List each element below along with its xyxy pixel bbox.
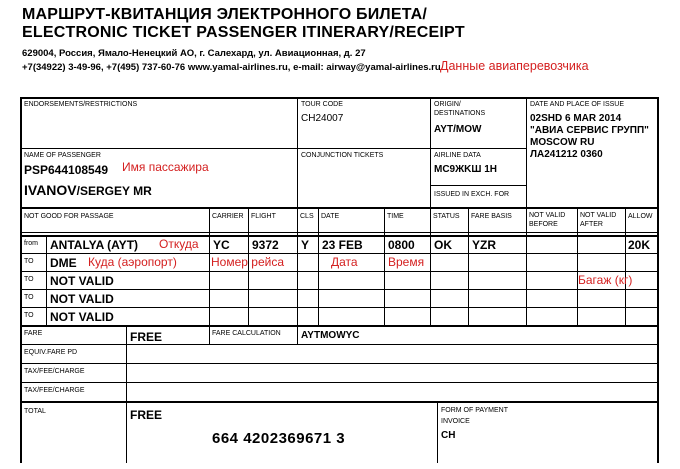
segment-tag: TO — [24, 258, 34, 265]
passenger-name — [24, 182, 152, 200]
segment-city: NOT VALID — [50, 274, 114, 288]
origin-dest-value: AYT/MOW — [434, 124, 482, 135]
segment-tag: TO — [24, 312, 34, 319]
segment-city: NOT VALID — [50, 292, 114, 306]
form-payment-label: FORM OF PAYMENT — [441, 407, 509, 414]
airline-data-value: MC9ЖKШ 1H — [434, 164, 497, 175]
destinations-label: DESTINATIONS — [434, 110, 486, 117]
endorsements-label: ENDORSEMENTS/RESTRICTIONS — [24, 101, 138, 108]
flight-label: FLIGHT — [251, 213, 276, 220]
fare-basis-label: FARE BASIS — [471, 213, 512, 220]
segment-flight: 9372 — [252, 238, 279, 252]
segment-city: ANTALYA (AYT) — [50, 238, 139, 252]
segment-time: 0800 — [388, 238, 415, 252]
annotation-from: Откуда — [159, 237, 199, 251]
not-valid-after-label-2: AFTER — [580, 221, 603, 228]
segment-cls: Y — [301, 238, 310, 252]
segment-date: 23 FEB — [322, 238, 363, 252]
segment-status: OK — [434, 238, 452, 252]
issued-exch-label: ISSUED IN EXCH. FOR — [434, 191, 510, 198]
not-valid-before-label-1: NOT VALID — [529, 212, 566, 219]
cls-label: CLS — [300, 213, 314, 220]
payment-value: CH — [441, 430, 456, 441]
segment-city: NOT VALID — [50, 310, 114, 324]
carrier-contacts: +7(34922) 3-49-96, +7(495) 737-60-76 www.yamal-airlines.ru, e-mail: airway@yamal-airlines.ru — [22, 62, 441, 73]
total-label: TOTAL — [24, 408, 46, 415]
status-label: STATUS — [433, 213, 460, 220]
date-label: DATE — [321, 213, 340, 220]
passenger-surname: IVANOV — [24, 182, 77, 198]
issue-line-4: ЛА241212 0360 — [530, 149, 603, 160]
annotation-time: Время — [388, 255, 425, 269]
date-place-label: DATE AND PLACE OF ISSUE — [530, 101, 625, 108]
segment-carrier: YC — [213, 238, 230, 252]
passenger-given-name: /SERGEY MR — [76, 184, 152, 198]
origin-label: ORIGIN/ — [434, 101, 461, 108]
not-good-label: NOT GOOD FOR PASSAGE — [24, 213, 114, 220]
total-value: FREE — [130, 408, 163, 422]
segment-tag: TO — [24, 276, 34, 283]
fare-value: FREE — [130, 330, 163, 344]
invoice-label: INVOICE — [441, 418, 470, 425]
tax-label-1: TAX/FEE/CHARGE — [24, 368, 85, 375]
title-ru: МАРШРУТ-КВИТАНЦИЯ ЭЛЕКТРОННОГО БИЛЕТА/ — [22, 6, 428, 23]
fare-calc-label: FARE CALCULATION — [212, 330, 281, 337]
airline-data-label: AIRLINE DATA — [434, 152, 481, 159]
allow-label: ALLOW — [628, 213, 653, 220]
segment-tag: from — [24, 240, 38, 247]
issue-line-2: "АВИА СЕРВИС ГРУПП" — [530, 125, 649, 136]
carrier-address: 629004, Россия, Ямало-Ненецкий АО, г. Салехард, ул. Авиационная, д. 27 — [22, 48, 366, 59]
not-valid-after-label-1: NOT VALID — [580, 212, 617, 219]
annotation-passenger: Имя пассажира — [122, 160, 209, 174]
annotation-to: Куда (аэропорт) — [88, 255, 177, 269]
issue-line-3: MOSCOW RU — [530, 137, 595, 148]
annotation-baggage: Багаж (кг) — [578, 273, 633, 287]
passenger-name-label: NAME OF PASSENGER — [24, 152, 101, 159]
tour-code-label: TOUR CODE — [301, 101, 343, 108]
annotation-date: Дата — [331, 255, 358, 269]
conjunction-label: CONJUNCTION TICKETS — [301, 152, 384, 159]
ticket-number: 664 4202369671 3 — [212, 430, 346, 447]
tour-code-value: CH24007 — [301, 113, 344, 124]
segment-city: DME — [50, 256, 77, 270]
passport-value: PSP644108549 — [24, 163, 109, 177]
equiv-fare-label: EQUIV.FARE PD — [24, 349, 78, 356]
carrier-note: Данные авиаперевозчика — [440, 59, 589, 73]
carrier-label: CARRIER — [212, 213, 244, 220]
not-valid-before-label-2: BEFORE — [529, 221, 558, 228]
annotation-flight: Номер рейса — [211, 255, 284, 269]
tax-label-2: TAX/FEE/CHARGE — [24, 387, 85, 394]
fare-calc-value: AYTMOWYC — [301, 330, 360, 341]
segment-allow: 20K — [628, 238, 651, 252]
fare-label: FARE — [24, 330, 43, 337]
title-en: ELECTRONIC TICKET PASSENGER ITINERARY/RECEIPT — [22, 24, 465, 41]
segment-tag: TO — [24, 294, 34, 301]
time-label: TIME — [387, 213, 404, 220]
segment-fare-basis: YZR — [472, 238, 496, 252]
issue-line-1: 02SHD 6 MAR 2014 — [530, 113, 622, 124]
